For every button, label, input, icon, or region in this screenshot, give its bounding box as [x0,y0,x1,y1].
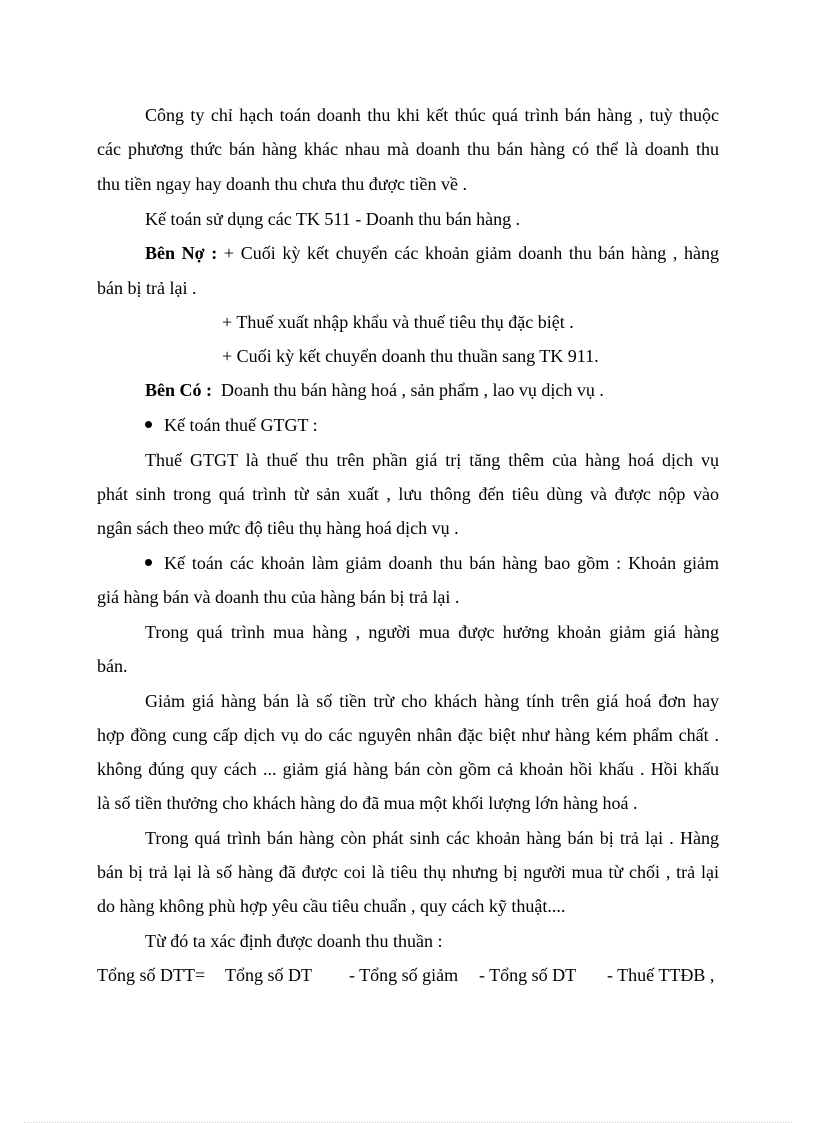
credit-side-text: Doanh thu bán hàng hoá , sản phẩm , lao vụ dịch vụ . [212,380,604,400]
formula-term-total-revenue-2: - Tổng số DT [479,965,577,985]
bullet-item-deductions-line-2: giá hàng bán và doanh thu của hàng bán bị trả lại . [97,587,460,607]
bullet-item-vat-text: Kế toán thuế GTGT : [164,415,318,435]
returns-paragraph-line-3: do hàng không phù hợp yêu cầu tiêu chuẩn , quy cách kỹ thuật.... [97,896,566,916]
bullet-item-deductions-text: Kế toán các khoản làm giảm doanh thu bán hàng bao gồm : Khoản giảm [164,553,719,573]
returns-paragraph-line-2: bán bị trả lại là số hàng đã được coi là tiêu thụ nhưng bị người mua từ chối , trả lại [97,862,719,882]
purchase-paragraph-line-2: bán. [97,656,128,676]
returns-paragraph-line-1: Trong quá trình bán hàng còn phát sinh các khoản hàng bán bị trả lại . Hàng [145,828,719,848]
price-reduction-line-1: Giảm giá hàng bán là số tiền trừ cho khách hàng tính trên giá hoá đơn hay [145,691,719,711]
formula-term-total-revenue: Tổng số DT [225,965,312,985]
price-reduction-line-4: là số tiền thưởng cho khách hàng do đã mua một khối lượng lớn hàng hoá . [97,793,638,813]
debit-side-text: + Cuối kỳ kết chuyển các khoản giảm doanh thu bán hàng , hàng [217,243,719,263]
vat-paragraph-line-1: Thuế GTGT là thuế thu trên phần giá trị tăng thêm của hàng hoá dịch vụ [145,450,719,470]
paragraph-1-line-2: các phương thức bán hàng khác nhau mà doanh thu bán hàng có thể là doanh thu [97,139,719,159]
credit-side-label: Bên Có : [145,380,212,400]
formula-term-net-revenue: Tổng số DTT= [97,965,206,985]
paragraph-1-line-3: thu tiền ngay hay doanh thu chưa thu được tiền về . [97,174,467,194]
credit-side-line [145,378,719,402]
bullet-item-vat [145,413,719,437]
bullet-dot-icon [145,421,152,428]
debit-side-line-1 [145,241,719,265]
purchase-paragraph-line-1: Trong quá trình mua hàng , người mua được hưởng khoản giảm giá hàng [145,622,719,642]
formula-term-total-deductions: - Tổng số giảm [349,965,459,985]
debit-side-line-2: bán bị trả lại . [97,278,197,298]
paragraph-1-line-1: Công ty chỉ hạch toán doanh thu khi kết thúc quá trình bán hàng , tuỳ thuộc [145,105,719,125]
formula-term-special-tax: - Thuế TTĐB , [607,965,715,985]
paragraph-2-line-1: Kế toán sử dụng các TK 511 - Doanh thu bán hàng . [145,209,521,229]
vat-paragraph-line-2: phát sinh trong quá trình từ sản xuất , lưu thông đến tiêu dùng và được nộp vào [97,484,719,504]
debit-sub-item-1: + Thuế xuất nhập khẩu và thuế tiêu thụ đặc biệt . [222,312,574,332]
price-reduction-line-3: không đúng quy cách ... giảm giá hàng bán còn gồm cả khoản hồi khấu . Hồi khấu [97,759,719,779]
net-revenue-intro: Từ đó ta xác định được doanh thu thuần : [145,931,443,951]
debit-sub-item-2: + Cuối kỳ kết chuyển doanh thu thuần sang TK 911. [222,346,599,366]
debit-side-label: Bên Nợ : [145,243,218,263]
vat-paragraph-line-3: ngân sách theo mức độ tiêu thụ hàng hoá dịch vụ . [97,518,459,538]
bullet-item-deductions [145,551,719,575]
bullet-dot-icon [145,559,152,566]
price-reduction-line-2: hợp đồng cung cấp dịch vụ do các nguyên nhân đặc biệt như hàng kém phẩm chất . [97,725,719,745]
